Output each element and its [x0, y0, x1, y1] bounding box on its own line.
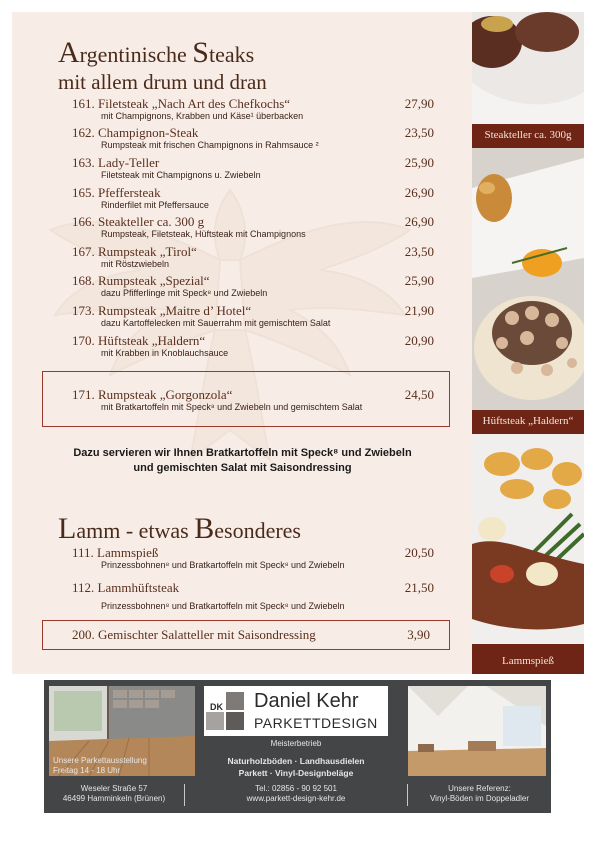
reference-text: Unsere Referenz: Vinyl-Böden im Doppeladler [429, 784, 530, 803]
menu-item: 165. Pfeffersteak 26,90 Rinderfilet mit Pfeffersauce [72, 185, 434, 210]
logo-square-icon [226, 692, 244, 710]
menu-item: 166. Steakteller ca. 300 g 26,90 Rumpsteak, Filetsteak, Hüftsteak mit Champignons [72, 214, 434, 239]
steak-plate-photo [472, 12, 584, 124]
caption-hueftsteak: Hüftsteak „Haldern“ [482, 415, 574, 427]
caption-lammspiess: Lammspieß [502, 655, 554, 667]
daniel-kehr-logo [204, 686, 388, 736]
logo-subtitle: PARKETTDESIGN [254, 715, 378, 731]
side-dish-notice: Dazu servieren wir Ihnen Bratkartoffeln mit Speck⁸ und Zwiebeln und gemischten Salat mit Saisondressing [73, 447, 412, 474]
logo-initials: DK [210, 702, 223, 712]
logo-name: Daniel Kehr [254, 690, 359, 712]
section-argentinische-steaks-subtitle: mit allem drum und dran [58, 70, 267, 94]
menu-item: 168. Rumpsteak „Spezial“ 25,90 dazu Pfifferlinge mit Speck⁸ und Zwiebeln [72, 273, 434, 298]
menu-item: 112. Lammhüftsteak 21,50 Prinzessbohnen⁸ und Bratkartoffeln mit Speck⁸ und Zwiebeln [72, 580, 434, 611]
lammspiess-photo [472, 434, 584, 644]
menu-item: 173. Rumpsteak „Maitre d’ Hotel“ 21,90 dazu Kartoffelecken mit Sauerrahm mit gemischtem Salat [72, 303, 434, 328]
menu-item-gorgonzola: 171. Rumpsteak „Gorgonzola“ 24,50 mit Bratkartoffeln mit Speck⁸ und Zwiebeln und gemischtem Salat [72, 387, 434, 412]
menu-item: 163. Lady-Teller 25,90 Filetsteak mit Champignons u. Zwiebeln [72, 155, 434, 180]
logo-square-icon [226, 712, 244, 730]
reference-room-photo [408, 686, 546, 776]
menu-item-salatteller: 200. Gemischter Salatteller mit Saisondressing 3,90 [72, 627, 430, 642]
menu-item: 170. Hüftsteak „Haldern“ 20,90 mit Krabben in Knoblauchsauce [72, 333, 434, 358]
photo-sidebar [472, 12, 584, 674]
menu-item: 162. Champignon-Steak 23,50 Rumpsteak mit frischen Champignons in Rahmsauce ² [72, 125, 434, 150]
address-text: Weseler Straße 57 46499 Hamminkeln (Brünen) [62, 784, 166, 803]
logo-square-icon [206, 712, 224, 730]
caption-steakteller: Steakteller ca. 300g [484, 129, 572, 141]
section-lamm-title: Lamm - etwas Besonderes [58, 512, 301, 545]
advertisement-parkettdesign [44, 680, 551, 813]
hueftsteak-photo [472, 148, 584, 410]
exhibition-text: Unsere Parkettausstellung Freitag 14 - 18 Uhr [53, 756, 147, 775]
menu-item: 111. Lammspieß 20,50 Prinzessbohnen⁸ und Bratkartoffeln mit Speck⁸ und Zwiebeln [72, 545, 434, 570]
contact-text: Tel.: 02856 - 90 92 501 www.parkett-design-kehr.de [246, 784, 346, 803]
meisterbetrieb-text: Meisterbetrieb [270, 739, 322, 748]
services-text: Naturholzböden · Landhausdielen Parkett · Vinyl-Designbeläge [227, 756, 365, 778]
section-argentinische-steaks-title: Argentinische Steaks [58, 36, 255, 69]
menu-item: 161. Filetsteak „Nach Art des Chefkochs“ 27,90 mit Champignons, Krabben und Käse¹ überbacken [72, 96, 434, 121]
menu-item: 167. Rumpsteak „Tirol“ 23,50 mit Röstzwiebeln [72, 244, 434, 269]
